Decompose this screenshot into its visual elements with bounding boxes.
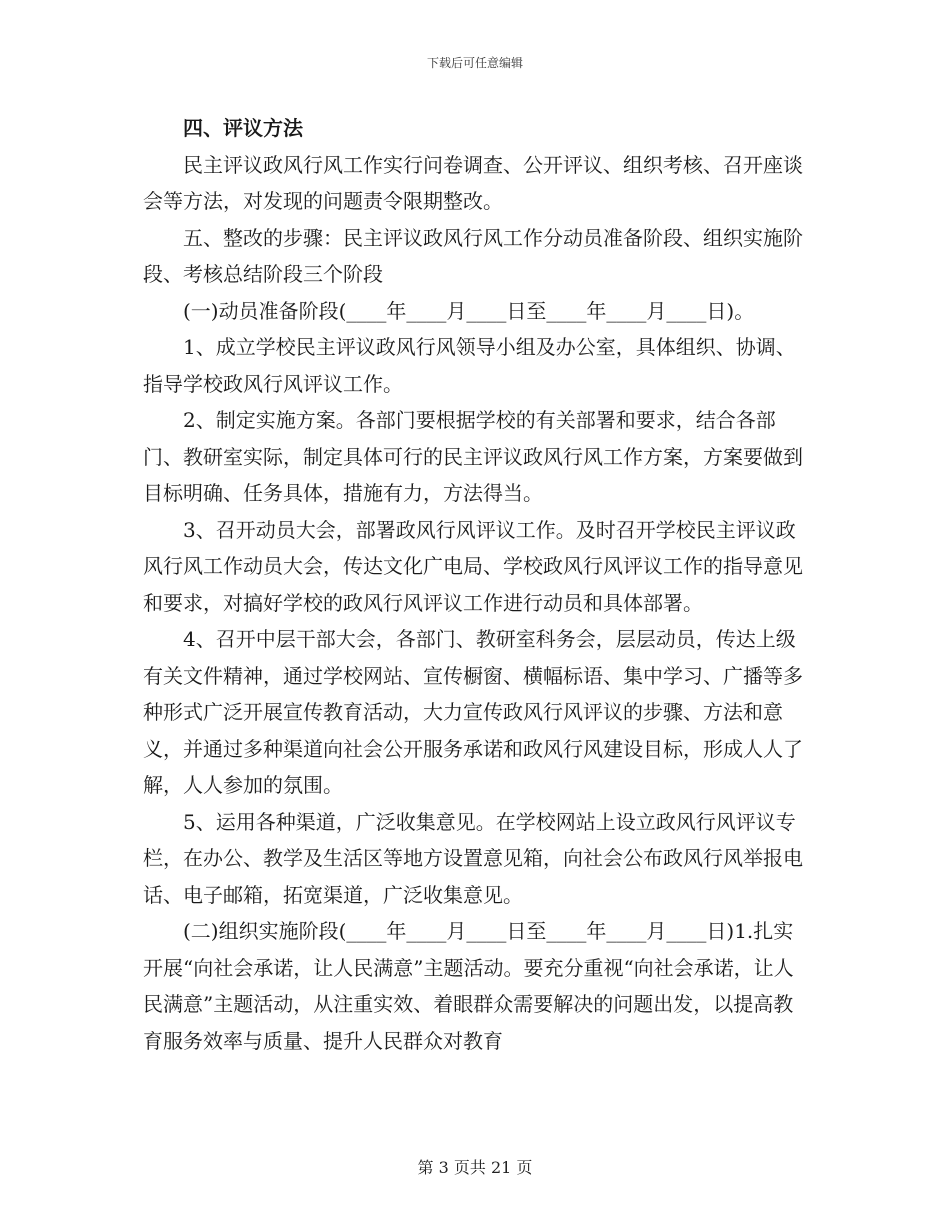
paragraph: 4、召开中层干部大会，各部门、教研室科务会，层层动员，传达上级有关文件精神，通过学校网站、宣传橱窗、横幅标语、集中学习、广播等多种形式广泛开展宣传教育活动，大力宣传政风行风评议的步骤、方法和意义，并通过多种渠道向社会公开服务承诺和政风行风建设目标，形成人人了解，人人参加的氛围。	[143, 627, 803, 797]
paragraph: 3、召开动员大会，部署政风行风评议工作。及时召开学校民主评议政风行风工作动员大会，传达文化广电局、学校政风行风评议工作的指导意见和要求，对搞好学校的政风行风评议工作进行动员和具体部署。	[143, 517, 803, 615]
paragraph: (一)动员准备阶段(____年____月____日至____年____月____日)。	[183, 298, 755, 323]
paragraph: 五、整改的步骤：民主评议政风行风工作分动员准备阶段、组织实施阶段、考核总结阶段三个阶段	[143, 225, 803, 286]
page-number: 第 3 页共 21 页	[417, 1158, 533, 1177]
section-heading: 四、评议方法	[183, 116, 303, 140]
paragraph: 2、制定实施方案。各部门要根据学校的有关部署和要求，结合各部门、教研室实际，制定具体可行的民主评议政风行风工作方案，方案要做到目标明确、任务具体，措施有力，方法得当。	[143, 408, 803, 505]
document-body	[143, 110, 808, 1059]
paragraph: 1、成立学校民主评议政风行风领导小组及办公室，具体组织、协调、指导学校政风行风评议工作。	[143, 335, 796, 396]
paragraph: (二)组织实施阶段(____年____月____日至____年____月____日)1.扎实开展“向社会承诺，让人民满意”主题活动。要充分重视“向社会承诺，让人民满意”主题活动，从注重实效、着眼群众需要解决的问题出发，以提高教育服务效率与质量、提升人民群众对教育	[143, 919, 794, 1053]
paragraph: 5、运用各种渠道，广泛收集意见。在学校网站上设立政风行风评议专栏，在办公、教学及生活区等地方设置意见箱，向社会公布政风行风举报电话、电子邮箱，拓宽渠道，广泛收集意见。	[143, 809, 803, 907]
page-header-note: 下载后可任意编辑	[426, 56, 523, 70]
paragraph: 民主评议政风行风工作实行问卷调查、公开评议、组织考核、召开座谈会等方法，对发现的问题责令限期整改。	[143, 152, 803, 213]
